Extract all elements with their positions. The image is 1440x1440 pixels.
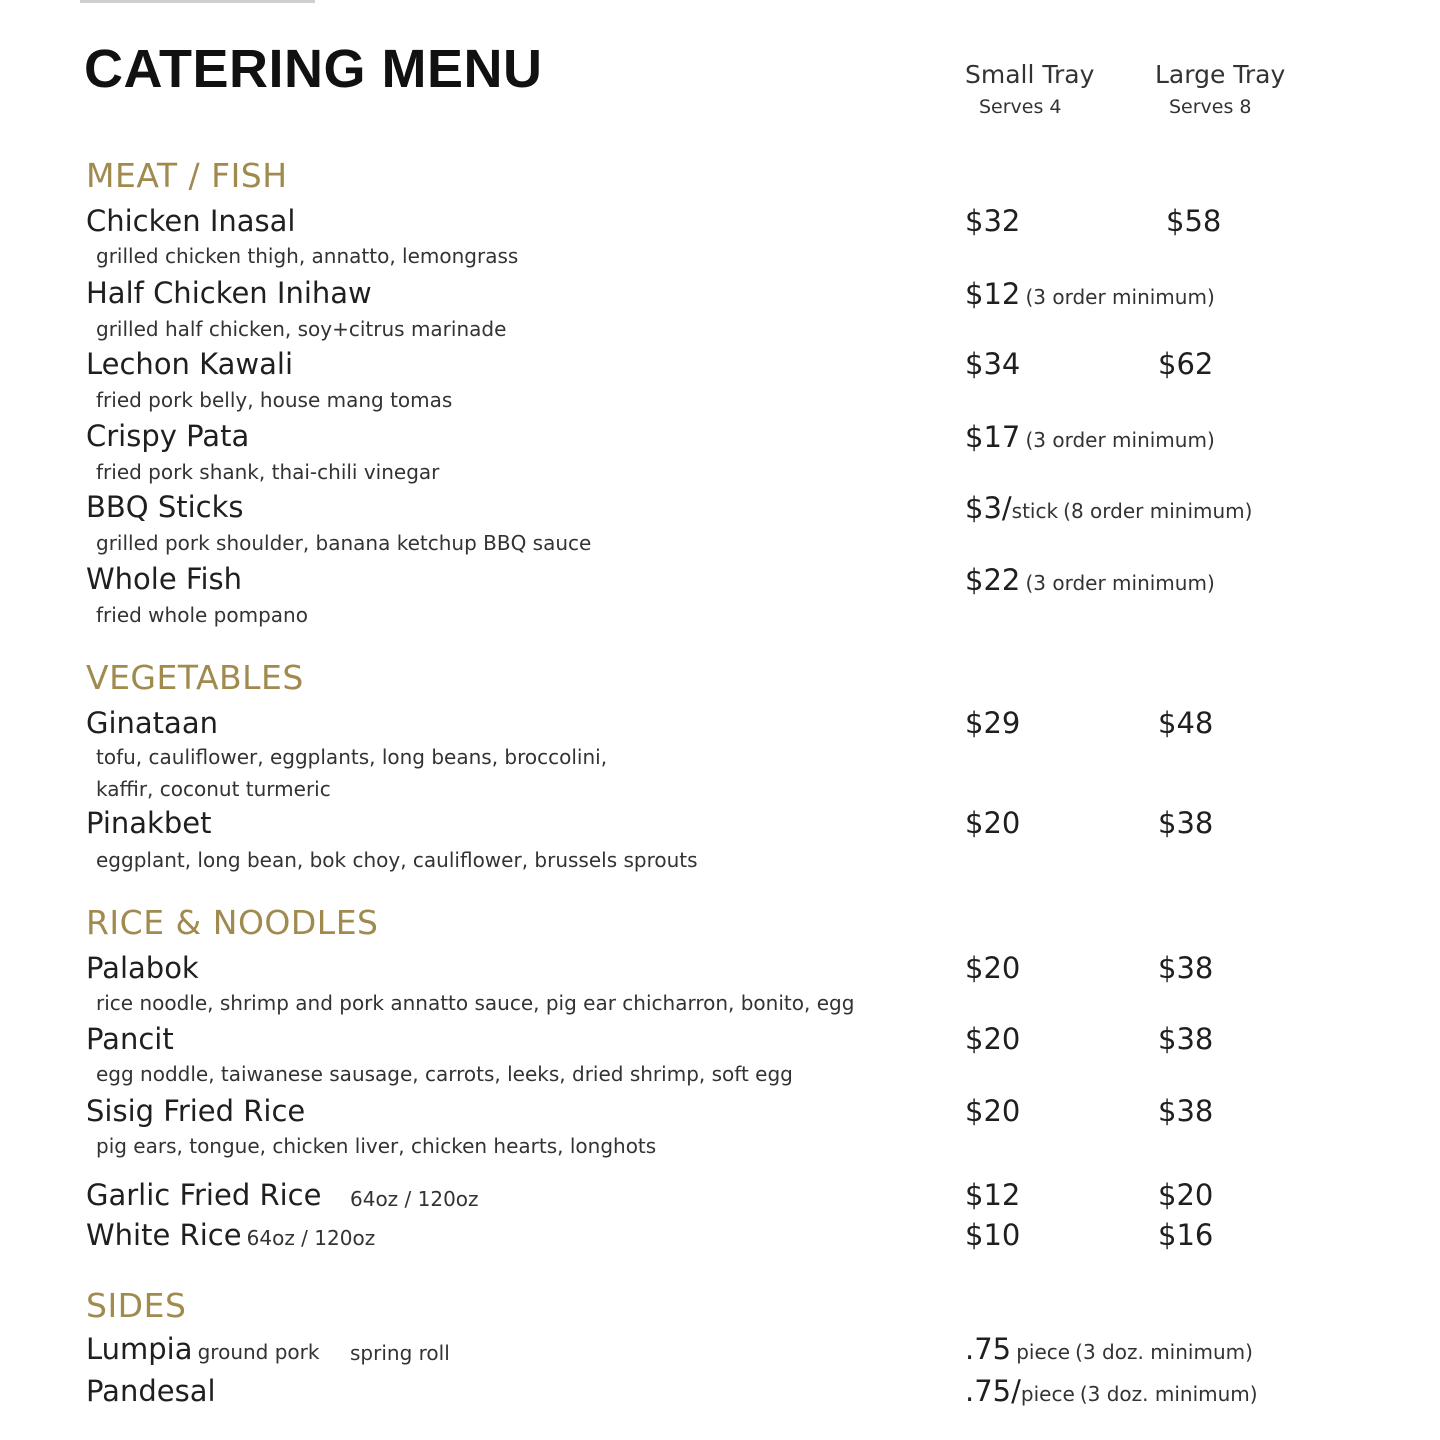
large-tray-price: $58 — [1166, 204, 1222, 238]
large-tray-heading: Large Tray — [1155, 60, 1286, 89]
order-minimum-note: (3 order minimum) — [1025, 428, 1215, 452]
unit-price: $3/ — [965, 491, 1012, 525]
section-heading-meat-fish: MEAT / FISH — [86, 156, 288, 195]
order-minimum-note: (3 doz. minimum) — [1075, 1340, 1253, 1364]
large-tray-price: $38 — [1158, 1094, 1214, 1128]
small-tray-price: $20 — [965, 951, 1021, 985]
unit-price: $12 — [965, 277, 1021, 311]
item-name: Chicken Inasal — [86, 204, 296, 238]
top-rule — [80, 0, 315, 3]
small-tray-price: $20 — [965, 806, 1021, 840]
size-note: 64oz / 120oz — [350, 1187, 479, 1211]
unit-price: $17 — [965, 420, 1021, 454]
item-name: Pandesal — [86, 1374, 216, 1408]
price-unit: piece — [1016, 1340, 1071, 1364]
small-tray-price: $34 — [965, 347, 1021, 381]
small-tray-price: $10 — [965, 1218, 1021, 1252]
unit-price: .75/ — [965, 1374, 1021, 1408]
large-tray-serves: Serves 8 — [1169, 96, 1252, 118]
price-line — [965, 420, 1215, 454]
large-tray-price: $38 — [1158, 806, 1214, 840]
large-tray-price: $16 — [1158, 1218, 1214, 1252]
item-detail: spring roll — [350, 1341, 450, 1365]
small-tray-price: $20 — [965, 1022, 1021, 1056]
item-description: rice noodle, shrimp and pork annatto sauce, pig ear chicharron, bonito, egg — [96, 991, 855, 1015]
large-tray-price: $38 — [1158, 951, 1214, 985]
small-tray-serves: Serves 4 — [979, 96, 1062, 118]
order-minimum-note: (3 order minimum) — [1025, 571, 1215, 595]
item-name: Lechon Kawali — [86, 347, 294, 381]
price-line — [965, 1374, 1258, 1408]
order-minimum-note: (3 doz. minimum) — [1079, 1382, 1258, 1406]
item-line — [86, 1332, 319, 1366]
item-detail: ground pork — [197, 1340, 320, 1364]
price-unit: piece — [1020, 1382, 1075, 1406]
large-tray-price: $48 — [1158, 706, 1214, 740]
page-title: CATERING MENU — [84, 39, 543, 99]
item-description-continued: kaffir, coconut turmeric — [96, 777, 331, 801]
large-tray-price: $38 — [1158, 1022, 1214, 1056]
small-tray-heading: Small Tray — [965, 60, 1095, 89]
small-tray-price: $12 — [965, 1178, 1021, 1212]
large-tray-price: $20 — [1158, 1178, 1214, 1212]
price-line — [965, 491, 1252, 525]
small-tray-price: $29 — [965, 706, 1021, 740]
item-description: fried whole pompano — [96, 603, 308, 627]
item-description: grilled chicken thigh, annatto, lemongrass — [96, 244, 519, 268]
price-line — [965, 277, 1215, 311]
item-name: Ginataan — [86, 706, 218, 740]
section-heading-vegetables: VEGETABLES — [86, 658, 304, 697]
large-tray-price: $62 — [1158, 347, 1214, 381]
item-description: fried pork shank, thai-chili vinegar — [96, 460, 440, 484]
item-description: egg noddle, taiwanese sausage, carrots, leeks, dried shrimp, soft egg — [96, 1062, 793, 1086]
item-description: fried pork belly, house mang tomas — [96, 388, 453, 412]
order-minimum-note: (8 order minimum) — [1063, 499, 1253, 523]
unit-price: $22 — [965, 563, 1021, 597]
size-note: 64oz / 120oz — [246, 1226, 376, 1250]
item-description: pig ears, tongue, chicken liver, chicken hearts, longhots — [96, 1134, 657, 1158]
small-tray-price: $32 — [965, 204, 1021, 238]
item-name: Whole Fish — [86, 562, 243, 596]
item-description: eggplant, long bean, bok choy, cauliflower, brussels sprouts — [96, 848, 698, 872]
item-name: Crispy Pata — [86, 419, 250, 453]
item-name: Lumpia — [86, 1332, 193, 1366]
item-line — [86, 1218, 375, 1252]
small-tray-price: $20 — [965, 1094, 1021, 1128]
order-minimum-note: (3 order minimum) — [1025, 285, 1215, 309]
item-description: grilled half chicken, soy+citrus marinade — [96, 317, 507, 341]
price-unit: stick — [1011, 499, 1059, 523]
item-name: Garlic Fried Rice — [86, 1178, 322, 1212]
item-name: Palabok — [86, 951, 199, 985]
item-name: White Rice — [86, 1218, 242, 1252]
item-name: BBQ Sticks — [86, 490, 244, 524]
section-heading-rice-noodles: RICE & NOODLES — [86, 903, 379, 942]
section-heading-sides: SIDES — [86, 1286, 187, 1325]
item-description: tofu, cauliflower, eggplants, long beans, broccolini, — [96, 745, 608, 769]
unit-price: .75 — [965, 1332, 1012, 1366]
item-name: Sisig Fried Rice — [86, 1094, 306, 1128]
item-name: Pancit — [86, 1022, 174, 1056]
item-description: grilled pork shoulder, banana ketchup BBQ sauce — [96, 531, 592, 555]
price-line — [965, 563, 1215, 597]
item-name: Pinakbet — [86, 806, 212, 840]
item-name: Half Chicken Inihaw — [86, 276, 372, 310]
price-line — [965, 1332, 1253, 1366]
